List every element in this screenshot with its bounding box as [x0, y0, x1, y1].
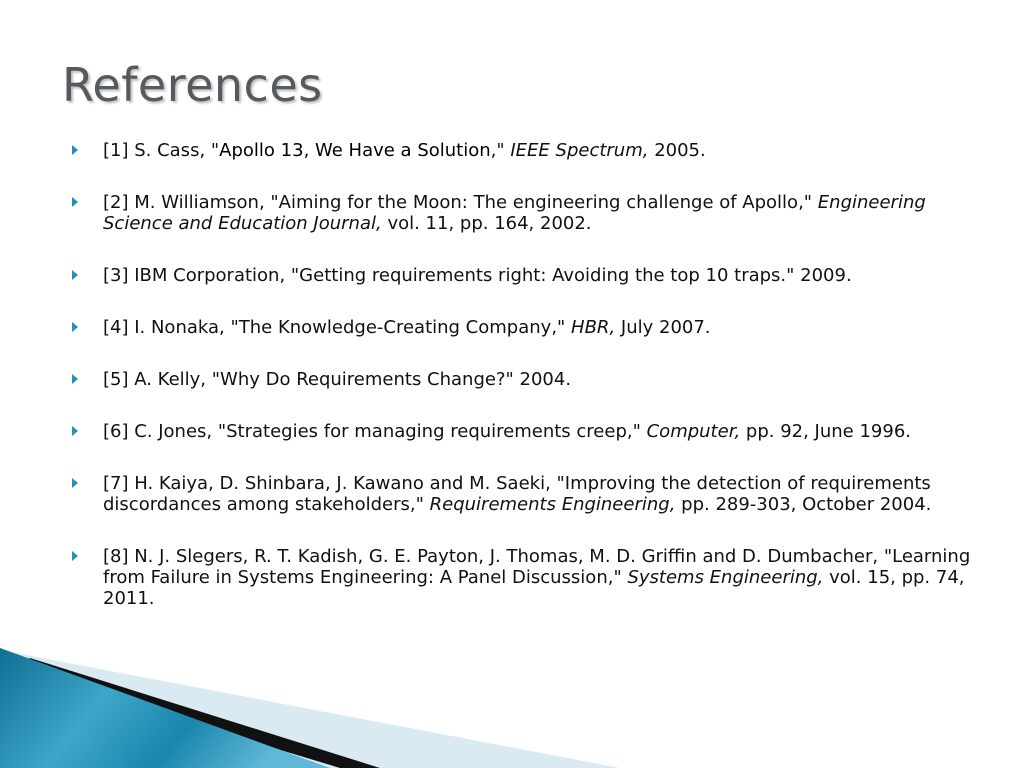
reference-text: pp. 92, June 1996. [740, 421, 911, 442]
reference-text: [2] M. Williamson, "Aiming for the Moon: The engineering challenge of Apollo," [103, 192, 818, 213]
bullet-arrow-icon [72, 551, 78, 561]
reference-item [72, 473, 972, 515]
reference-item [72, 421, 972, 442]
reference-item [72, 140, 972, 161]
reference-text: vol. 15, pp. 74, 2011. [103, 567, 965, 609]
reference-journal: Computer, [646, 421, 741, 442]
reference-text: [8] N. J. Slegers, R. T. Kadish, G. E. Payton, J. Thomas, M. D. Griffin and D. Dumbacher, "Learning from Failure in Systems Engineering: A Panel Discussion," [103, 546, 971, 588]
reference-text: [3] IBM Corporation, "Getting requirements right: Avoiding the top 10 traps." 2009. [103, 265, 852, 286]
reference-text: 2005. [648, 140, 706, 161]
reference-item [72, 546, 972, 609]
reference-journal: IEEE Spectrum, [510, 140, 649, 161]
reference-text: [7] H. Kaiya, D. Shinbara, J. Kawano and M. Saeki, "Improving the detection of requirements discordances among stakeholders," [103, 473, 931, 515]
reference-journal: Engineering Science and Education Journal, [103, 192, 926, 234]
reference-text: July 2007. [615, 317, 711, 338]
reference-text: [6] C. Jones, "Strategies for managing requirements creep," [103, 421, 647, 442]
bullet-arrow-icon [72, 270, 78, 280]
bullet-arrow-icon [72, 145, 78, 155]
slide-title: References [62, 58, 323, 112]
bullet-arrow-icon [72, 374, 78, 384]
reference-text: vol. 11, pp. 164, 2002. [381, 213, 592, 234]
reference-journal: Requirements Engineering, [429, 494, 676, 515]
reference-text: ," [490, 140, 511, 161]
reference-text: [1] S. Cass, " [103, 140, 220, 161]
reference-item [72, 192, 972, 234]
reference-item [72, 317, 972, 338]
bullet-arrow-icon [72, 478, 78, 488]
reference-journal: HBR, [571, 317, 616, 338]
bullet-arrow-icon [72, 322, 78, 332]
corner-decoration [0, 640, 620, 768]
bullet-arrow-icon [72, 197, 78, 207]
reference-text: [5] A. Kelly, "Why Do Requirements Change?" 2004. [103, 369, 572, 390]
reference-highlight: Apollo 13, We Have a Solution [219, 140, 491, 161]
reference-journal: Systems Engineering, [627, 567, 824, 588]
bullet-arrow-icon [72, 426, 78, 436]
reference-item [72, 369, 972, 390]
references-list [72, 140, 972, 640]
reference-text: pp. 289-303, October 2004. [675, 494, 932, 515]
reference-item [72, 265, 972, 286]
reference-text: [4] I. Nonaka, "The Knowledge-Creating Company," [103, 317, 572, 338]
